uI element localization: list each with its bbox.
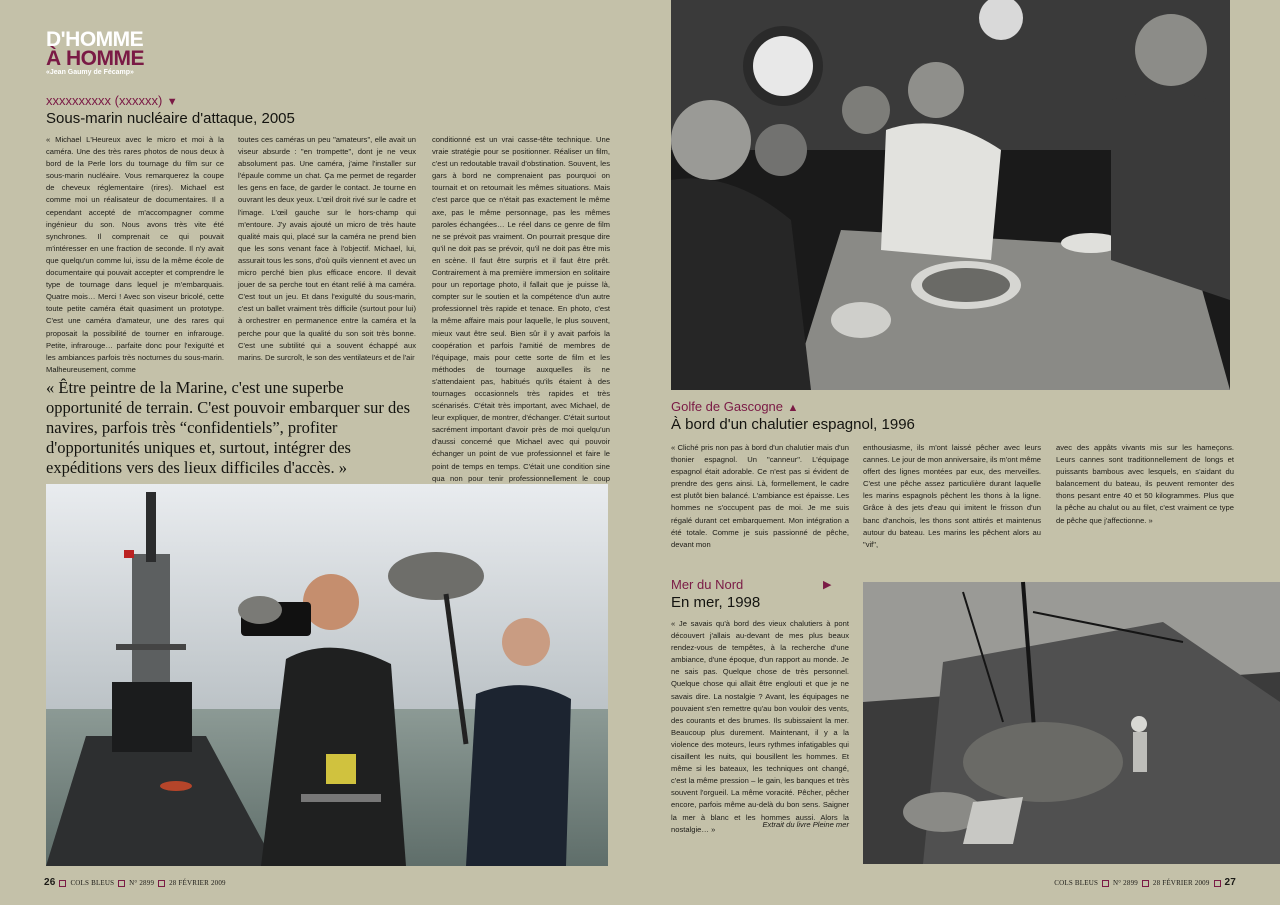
section3-heading xyxy=(671,576,841,611)
section1-heading xyxy=(46,92,446,127)
section3-kicker: Mer du Nord xyxy=(671,577,744,592)
submarine-photo xyxy=(46,484,608,866)
rubric-line-2: À HOMME xyxy=(46,47,144,70)
section1-title: Sous-marin nucléaire d'attaque, 2005 xyxy=(46,110,295,127)
section2-kicker: Golfe de Gascogne xyxy=(671,399,784,414)
triangle-right-icon: ▶ xyxy=(823,579,832,591)
footer-right-title: COLS BLEUS xyxy=(1054,879,1099,887)
square-icon xyxy=(158,880,165,887)
square-icon xyxy=(1142,880,1149,887)
square-icon xyxy=(59,880,66,887)
pull-quote: « Être peintre de la Marine, c'est une superbe opportunité de terrain. C'est pouvoir embarquer sur des navires, parfois très “confidentiels”, profiter d'opportunités uniques et, surtout, intégrer des expéditions vers des lieux difficiles d'accès. » xyxy=(46,378,411,477)
triangle-down-icon: ▼ xyxy=(166,96,178,108)
square-icon xyxy=(118,880,125,887)
page-number-left: 26 xyxy=(44,877,56,888)
section3-body: « Je savais qu'à bord des vieux chalutiers à pont découvert j'allais au-devant de mes plus beaux rendez-vous de tempêtes, à la recherche d'une ambiance, d'une époque, d'un rapport au monde. Je ne sais pas. Quelque chose de très personnel. Quelque chose qui allait être englouti et que je ne savais dire. La nostalgie ? Avant, les équipages ne pouvaient s'en remettre qu'au bon vouloir des vents, des courants et des brumes. Ils subissaient la mer. Beaucoup plus durement. Maintenant, il y a la violence des moteurs, leurs rythmes infatigables qui cisaillent les nuits, qui bousillent les hommes. Et même si les bateaux, les techniques ont changé, c'est la même pression – le gain, les banques et très souvent l'orgueil. La même voracité. Pêcher, pêcher encore, parfois même au-delà du bon sens. Saigner la mer à blanc et les hommes aussi. Alors la nostalgie… » xyxy=(671,619,849,834)
trawler-photo xyxy=(863,582,1280,864)
section2-heading xyxy=(671,398,1071,433)
footer-right-date: 28 FÉVRIER 2009 xyxy=(1152,879,1210,887)
section3-title: En mer, 1998 xyxy=(671,594,761,611)
rubric-line-3: «Jean Gaumy de Fécamp» xyxy=(46,69,134,76)
section1-column-2: toutes ces caméras un peu "amateurs", elle avait un viseur absurde : "en trompette", dont je ne veux absolument pas. Une caméra, j'aime l'installer sur l'épaule comme un chat. Ça me permet de regarder les gens en face, de garder le contact. Je tourne en ouvrant les deux yeux. L'œil droit rivé sur le cadre et l'image. L'œil gauche sur le hors-champ qui m'entoure. J'y avais ajouté un micro de très haute qualité mais qui, placé sur la caméra ne prend bien que les sons venant face à l'objectif. Michael, lui, assurait tous les sons, d'où quils viennent et avec un micro perché bien plus efficace encore. Il devait jouer de sa perche tout en étant relié à ma caméra. C'est tout un jeu. Et dans l'exiguïté du sous-marin, c'est un ballet vraiment très difficile (surtout pour lui) à orchestrer en permanence entre la caméra et la perche pour que la qualité du son soit très bonne. C'est une subtilité qui a souvent échappé aux marins. De surcroît, le son des ventilateurs et de l'air xyxy=(238,135,416,362)
galley-photo xyxy=(671,0,1230,390)
footer-right xyxy=(1054,877,1236,888)
section1-kicker: xxxxxxxxxx (xxxxxx) xyxy=(46,93,163,108)
page-number-right: 27 xyxy=(1224,877,1236,888)
section2-title: À bord d'un chalutier espagnol, 1996 xyxy=(671,416,915,433)
section1-column-1: « Michael L'Heureux avec le micro et moi à la caméra. Une des très rares photos de nous deux à bord de la Perle lors du tournage du film sur ce sous-marin nucléaire. Vous remarquerez la coupe de cheveux réglementaire (rires). Michael est comme moi un réalisateur de documentaires. Il a cependant accepté de m'accompagner comme ingénieur du son. Nous avons très vite été synchrones. Il comprenait ce qui pouvait m'intéresser en une fraction de seconde. Il n'y avait que quelqu'un comme lui, issu de la même école de documentaire qui pouvait accepter et comprendre le type de tournage dans lequel je m'embarquais. Quatre mois… Merci ! Avec son viseur bricolé, cette toute petite caméra était quasiment un prototype. C'est une caméra d'amateur, une des rares qui proposait la possibilité de tourner en infrarouge. Petite, infrarouge… parfaite donc pour l'exiguïté et les ambiances parfois très nocturnes du sous-marin. Malheureusement, comme xyxy=(46,135,224,374)
section2-column-2: enthousiasme, ils m'ont laissé pêcher avec leurs cannes. Le jour de mon anniversaire, ils m'ont même offert des lignes montées par eux, des merveilles. C'est une pêche assez particulière durant laquelle les marins espagnols pêchent les thons à la ligne. Grâce à des jets d'eau qui imitent le frisson d'un banc d'anchois, les thons sont attirés et maintenus autour du bateau. Les marins les pêchent alors au "vif", xyxy=(863,443,1041,549)
rubric-logo xyxy=(46,30,144,77)
footer-left-date: 28 FÉVRIER 2009 xyxy=(169,879,226,887)
square-icon xyxy=(1102,880,1109,887)
section1-column-3: conditionné est un vrai casse-tête technique. Une vraie stratégie pour se positionner. Réaliser un film, c'est un redoutable travail d'obstination. Souvent, les gars à bord ne comprenaient pas pourquoi on tournait et on retournait les mêmes situations. Mais c'est parce que ce n'était pas exactement le même axe, pas le même personnage, pas les mêmes paroles échangées… Le réel dans ce genre de film ne se prévoit pas vraiment. On pourrait presque dire qu'il ne doit pas se prévoir, qu'il ne doit pas être mis en scène. Il faut être surpris et il faut être prêt. Contrairement à ma première immersion en solitaire pour un reportage photo, il fallait que je puisse là, compter sur le soutien et la compétence d'un autre professionnel très rapide et tenace. En photo, c'est la même affaire mais pour laquelle, le plus souvent, mieux vaut être seul. Bien sûr il y avait parfois la coopération et parfois l'amitié de membres de l'équipage, mais pour cette sorte de film et les méthodes de tournage auxquelles ils ne s'attendaient pas, habitués qu'ils étaient à des tournages occasionnels très rapides et très scénarisés. C'était très important, avec Michael, de leur expliquer, de montrer, d'échanger. C'était surtout sacrément important d'avoir près de moi quelqu'un d'aussi concerné que Michael avec qui pouvoir échanger un point de vue professionnel et faire le point de temps en temps. C'était une condition sine qua non pour tenir professionnellement le coup xyxy=(432,135,610,483)
square-icon xyxy=(1214,880,1221,887)
section3-credit: Extrait du livre Pleine mer xyxy=(762,820,849,829)
section2-column-3: avec des appâts vivants mis sur les hameçons. Leurs cannes sont traditionnellement de longs et puissants bambous avec lesquels, en s'aidant du balancement du bateau, ils peuvent remonter des thons pesant entre 40 et 50 kilogrammes. Plus que la pêche au chalut ou au filet, c'est vraiment ce type de pêche que j'affectionne. » xyxy=(1056,443,1234,525)
footer-right-issue: N° 2899 xyxy=(1112,879,1138,887)
footer-left xyxy=(44,877,226,888)
triangle-up-icon: ▲ xyxy=(787,402,799,414)
footer-left-title: COLS BLEUS xyxy=(70,879,115,887)
footer-left-issue: N° 2899 xyxy=(129,879,155,887)
section2-column-1: « Cliché pris non pas à bord d'un chalutier mais d'un thonier espagnol. Un "canneur". L'équipage espagnol était adorable. Ce n'est pas si évident de prendre des gens ainsi. Là, formellement, le cadre est plutôt bien balancé. L'ambiance est épaisse. Les hommes ne s'occupent pas de moi. Je me suis régalé durant cet embarquement. Mon intégration a été totale. Comme je suis passionné de pêche, devant mon xyxy=(671,443,849,549)
rubric-line-1: D'HOMME xyxy=(46,28,144,51)
